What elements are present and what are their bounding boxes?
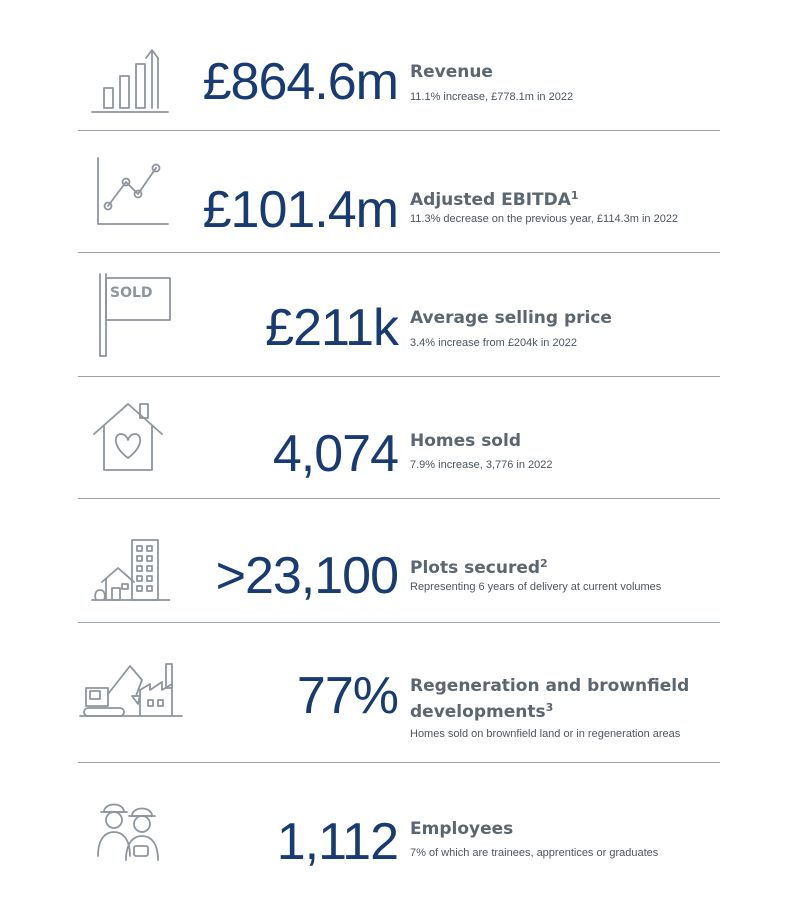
line-chart-icon	[90, 154, 170, 234]
revenue-sub: 11.1% increase, £778.1m in 2022	[410, 91, 574, 103]
average-selling-price-label: Average selling price	[410, 308, 612, 328]
average-selling-price-sub: 3.4% increase from £204k in 2022	[410, 337, 577, 349]
sold-sign-text: SOLD	[110, 285, 153, 301]
regeneration-value: 77%	[296, 667, 398, 725]
employees-sub: 7% of which are trainees, apprentices or graduates	[410, 847, 659, 859]
homes-sold-value: 4,074	[272, 425, 398, 483]
stat-employees	[78, 762, 720, 890]
ebitda-value: £101.4m	[202, 181, 398, 239]
employees-label: Employees	[410, 819, 514, 839]
stat-regeneration	[78, 622, 720, 762]
bar-chart-arrow-icon	[90, 38, 170, 118]
sold-sign-icon	[90, 272, 174, 358]
house-heart-icon	[90, 400, 170, 480]
stat-revenue	[78, 30, 720, 130]
regeneration-sub: Homes sold on brownfield land or in regeneration areas	[410, 728, 681, 740]
revenue-value: £864.6m	[202, 53, 398, 111]
plots-secured-label: Plots secured$^2$	[410, 557, 548, 578]
regeneration-label: Regeneration and brownfield developments$^3$	[410, 676, 690, 722]
stat-average-selling-price	[78, 252, 720, 376]
stat-ebitda	[78, 130, 720, 252]
stat-plots-secured	[78, 498, 720, 622]
workers-icon	[90, 794, 170, 874]
ebitda-sub: 11.3% decrease on the previous year, £114.3m in 2022	[410, 213, 679, 225]
plots-secured-sub: Representing 6 years of delivery at current volumes	[410, 581, 662, 593]
buildings-icon	[90, 534, 170, 614]
ebitda-label: Adjusted EBITDA$^1$	[410, 189, 579, 210]
revenue-label: Revenue	[410, 62, 493, 82]
homes-sold-label: Homes sold	[410, 431, 521, 451]
excavator-factory-icon	[78, 658, 184, 738]
plots-secured-value: >23,100	[215, 547, 398, 605]
employees-value: 1,112	[276, 813, 398, 871]
average-selling-price-value: £211k	[265, 299, 398, 357]
homes-sold-sub: 7.9% increase, 3,776 in 2022	[410, 459, 553, 471]
stat-homes-sold	[78, 376, 720, 498]
